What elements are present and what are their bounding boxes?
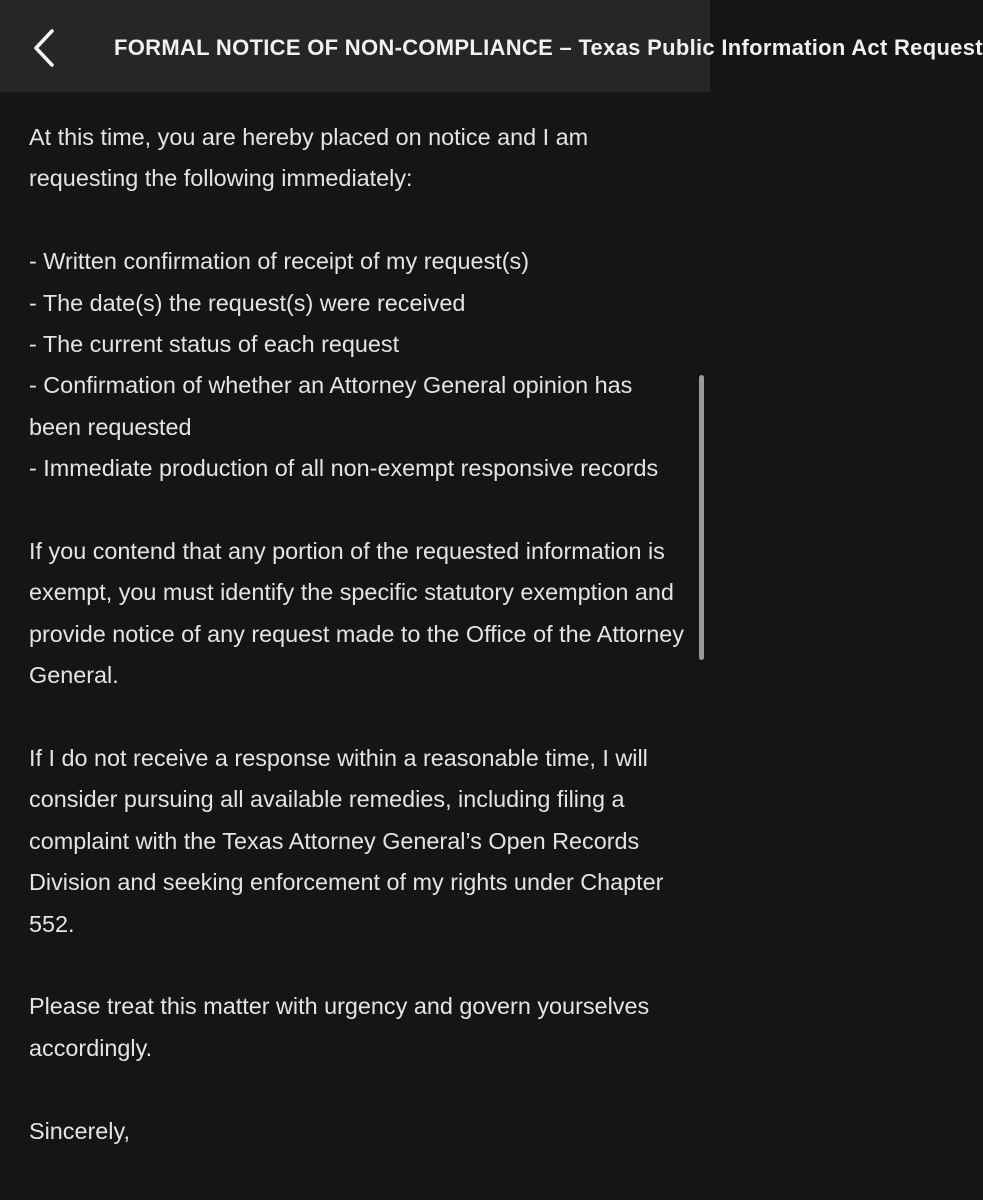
closing-paragraph: Please treat this matter with urgency and govern yourselves accordingly. (29, 993, 650, 1061)
list-item: - Confirmation of whether an Attorney General opinion has been requested (29, 372, 633, 440)
list-item: - Written confirmation of receipt of my request(s) (29, 248, 530, 275)
message-body (29, 117, 684, 1193)
chevron-left-icon (32, 28, 56, 68)
page-title: FORMAL NOTICE OF NON-COMPLIANCE – Texas Public Information Act Request (114, 35, 983, 60)
exemption-paragraph: If you contend that any portion of the requested information is exempt, you must identify the specific statutory exemption and provide notice of any request made to the Office of the Attorney General. (29, 538, 684, 689)
back-button[interactable] (22, 20, 66, 76)
remedies-paragraph: If I do not receive a response within a reasonable time, I will consider pursuing all available remedies, including filing a complaint with the Texas Attorney General’s Open Records Division and seeking enforcement of my rights under Chapter 552. (29, 745, 664, 937)
list-item: - The date(s) the request(s) were received (29, 289, 466, 316)
header-bar (0, 0, 983, 92)
list-item: - The current status of each request (29, 331, 400, 358)
intro-paragraph: At this time, you are hereby placed on notice and I am requesting the following immediately: (29, 124, 589, 192)
scrollbar-thumb[interactable] (699, 375, 704, 660)
request-list (29, 241, 684, 489)
list-item: - Immediate production of all non-exempt responsive records (29, 455, 659, 482)
sign-off: Sincerely, (29, 1117, 130, 1144)
